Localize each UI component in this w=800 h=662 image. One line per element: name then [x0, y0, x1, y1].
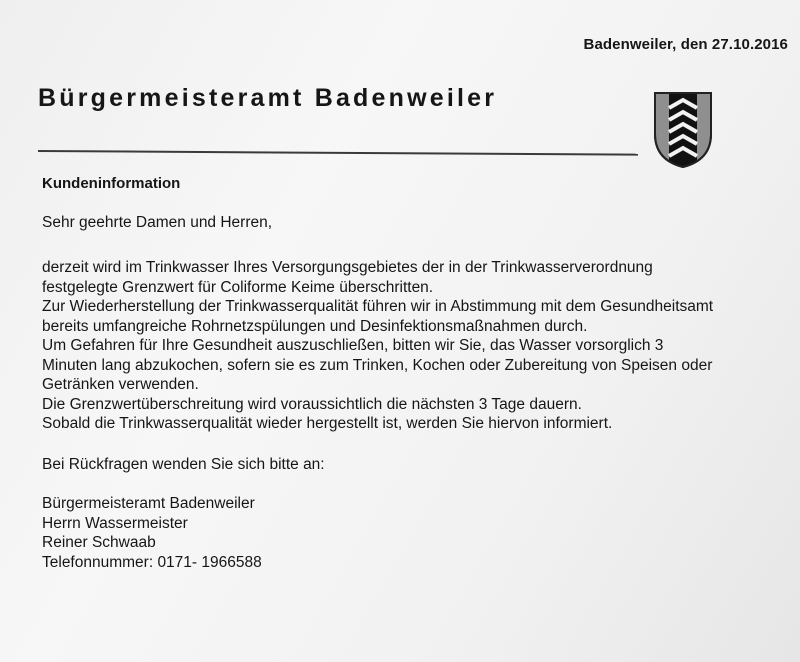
- contact-office: Bürgermeisteramt Badenweiler: [42, 495, 255, 512]
- body-line: bereits umfangreiche Rohrnetzspülungen und Desinfektionsmaßnahmen durch.: [42, 317, 588, 335]
- contact-role: Herrn Wassermeister: [42, 514, 188, 532]
- callback-line: Bei Rückfragen wenden Sie sich bitte an:: [42, 456, 325, 473]
- salutation: Sehr geehrte Damen und Herren,: [42, 214, 273, 231]
- subject-heading: Kundeninformation: [42, 175, 181, 192]
- authority-heading: Bürgermeisteramt Badenweiler: [38, 84, 498, 112]
- date-line: Badenweiler, den 27.10.2016: [583, 36, 788, 53]
- body-line: Um Gefahren für Ihre Gesundheit auszuschließen, bitten wir Sie, das Wasser vorsorglich 3: [42, 337, 664, 354]
- body-line: derzeit wird im Trinkwasser Ihres Versorgungsgebietes der in der Trinkwasserverordnung: [42, 259, 653, 276]
- coat-of-arms-chevrons-icon: [652, 90, 714, 170]
- contact-phone: Telefonnummer: 0171- 1966588: [42, 553, 262, 571]
- body-line: Sobald die Trinkwasserqualität wieder hergestellt ist, werden Sie hiervon informiert.: [42, 415, 613, 432]
- body-line: Minuten lang abzukochen, sofern sie es zum Trinken, Kochen oder Zubereitung von Speisen oder: [42, 356, 713, 374]
- body-line: Getränken verwenden.: [42, 376, 199, 393]
- contact-block: [42, 494, 262, 572]
- body-line: festgelegte Grenzwert für Coliforme Keime überschritten.: [42, 278, 434, 296]
- header-divider: [38, 150, 638, 156]
- body-line: Die Grenzwertüberschreitung wird voraussichtlich die nächsten 3 Tage dauern.: [42, 395, 582, 413]
- contact-name: Reiner Schwaab: [42, 534, 156, 552]
- body-line: Zur Wiederherstellung der Trinkwasserqualität führen wir in Abstimmung mit dem Gesundheitsamt: [42, 298, 714, 315]
- letter-body: [42, 258, 800, 434]
